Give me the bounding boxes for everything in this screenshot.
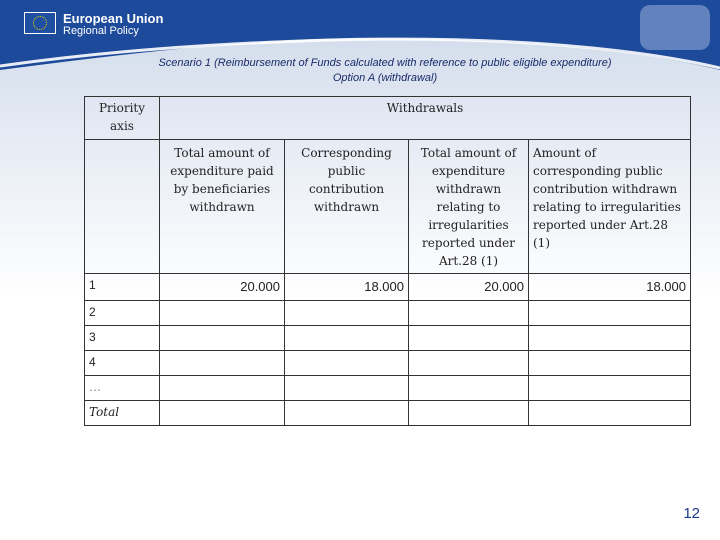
axis-cell: 4 [85, 351, 160, 376]
eu-flag-logo [24, 12, 56, 34]
value-cell [409, 351, 529, 376]
value-cell [160, 376, 285, 401]
value-cell [160, 301, 285, 326]
value-cell [285, 351, 409, 376]
empty-header-cell [85, 140, 160, 274]
table-row [85, 301, 691, 326]
value-cell [285, 301, 409, 326]
value-cell: 20.000 [160, 274, 285, 301]
value-cell [409, 376, 529, 401]
value-cell [529, 401, 691, 426]
value-cell [160, 351, 285, 376]
value-cell: 18.000 [529, 274, 691, 301]
slide-subtitle: Option A (withdrawal) [332, 72, 438, 84]
value-cell [409, 326, 529, 351]
table-row [85, 401, 691, 426]
slide-title: Scenario 1 (Reimbursement of Funds calculated with reference to public eligible expenditure) [158, 57, 612, 69]
brand-subtitle: Regional Policy [63, 25, 139, 37]
value-cell [285, 401, 409, 426]
axis-cell: 1 [85, 274, 160, 301]
axis-cell: 2 [85, 301, 160, 326]
value-cell [529, 376, 691, 401]
value-cell [409, 301, 529, 326]
table-row [85, 351, 691, 376]
value-cell [529, 301, 691, 326]
value-cell: 20.000 [409, 274, 529, 301]
withdrawals-header: Withdrawals [160, 97, 691, 140]
table-row [85, 326, 691, 351]
value-cell [529, 326, 691, 351]
value-cell [285, 376, 409, 401]
brand-name: European Union [63, 11, 164, 26]
column-header: Total amount of expenditure paid by beneficiaries withdrawn [160, 140, 285, 274]
axis-cell: Total [85, 401, 160, 426]
column-header: Amount of corresponding public contribution withdrawn relating to irregularities reported under Art.28 (1) [529, 140, 691, 274]
value-cell: 18.000 [285, 274, 409, 301]
table-row [85, 376, 691, 401]
axis-cell: … [85, 376, 160, 401]
withdrawals-table [84, 96, 691, 426]
column-header: Total amount of expenditure withdrawn relating to irregularities reported under Art.28 (1) [409, 140, 529, 274]
value-cell [285, 326, 409, 351]
priority-axis-header: Priority axis [85, 97, 160, 140]
value-cell [409, 401, 529, 426]
column-header: Corresponding public contribution withdrawn [285, 140, 409, 274]
table-row [85, 274, 691, 301]
value-cell [160, 326, 285, 351]
page-number: 12 [683, 505, 700, 522]
axis-cell: 3 [85, 326, 160, 351]
value-cell [529, 351, 691, 376]
value-cell [160, 401, 285, 426]
